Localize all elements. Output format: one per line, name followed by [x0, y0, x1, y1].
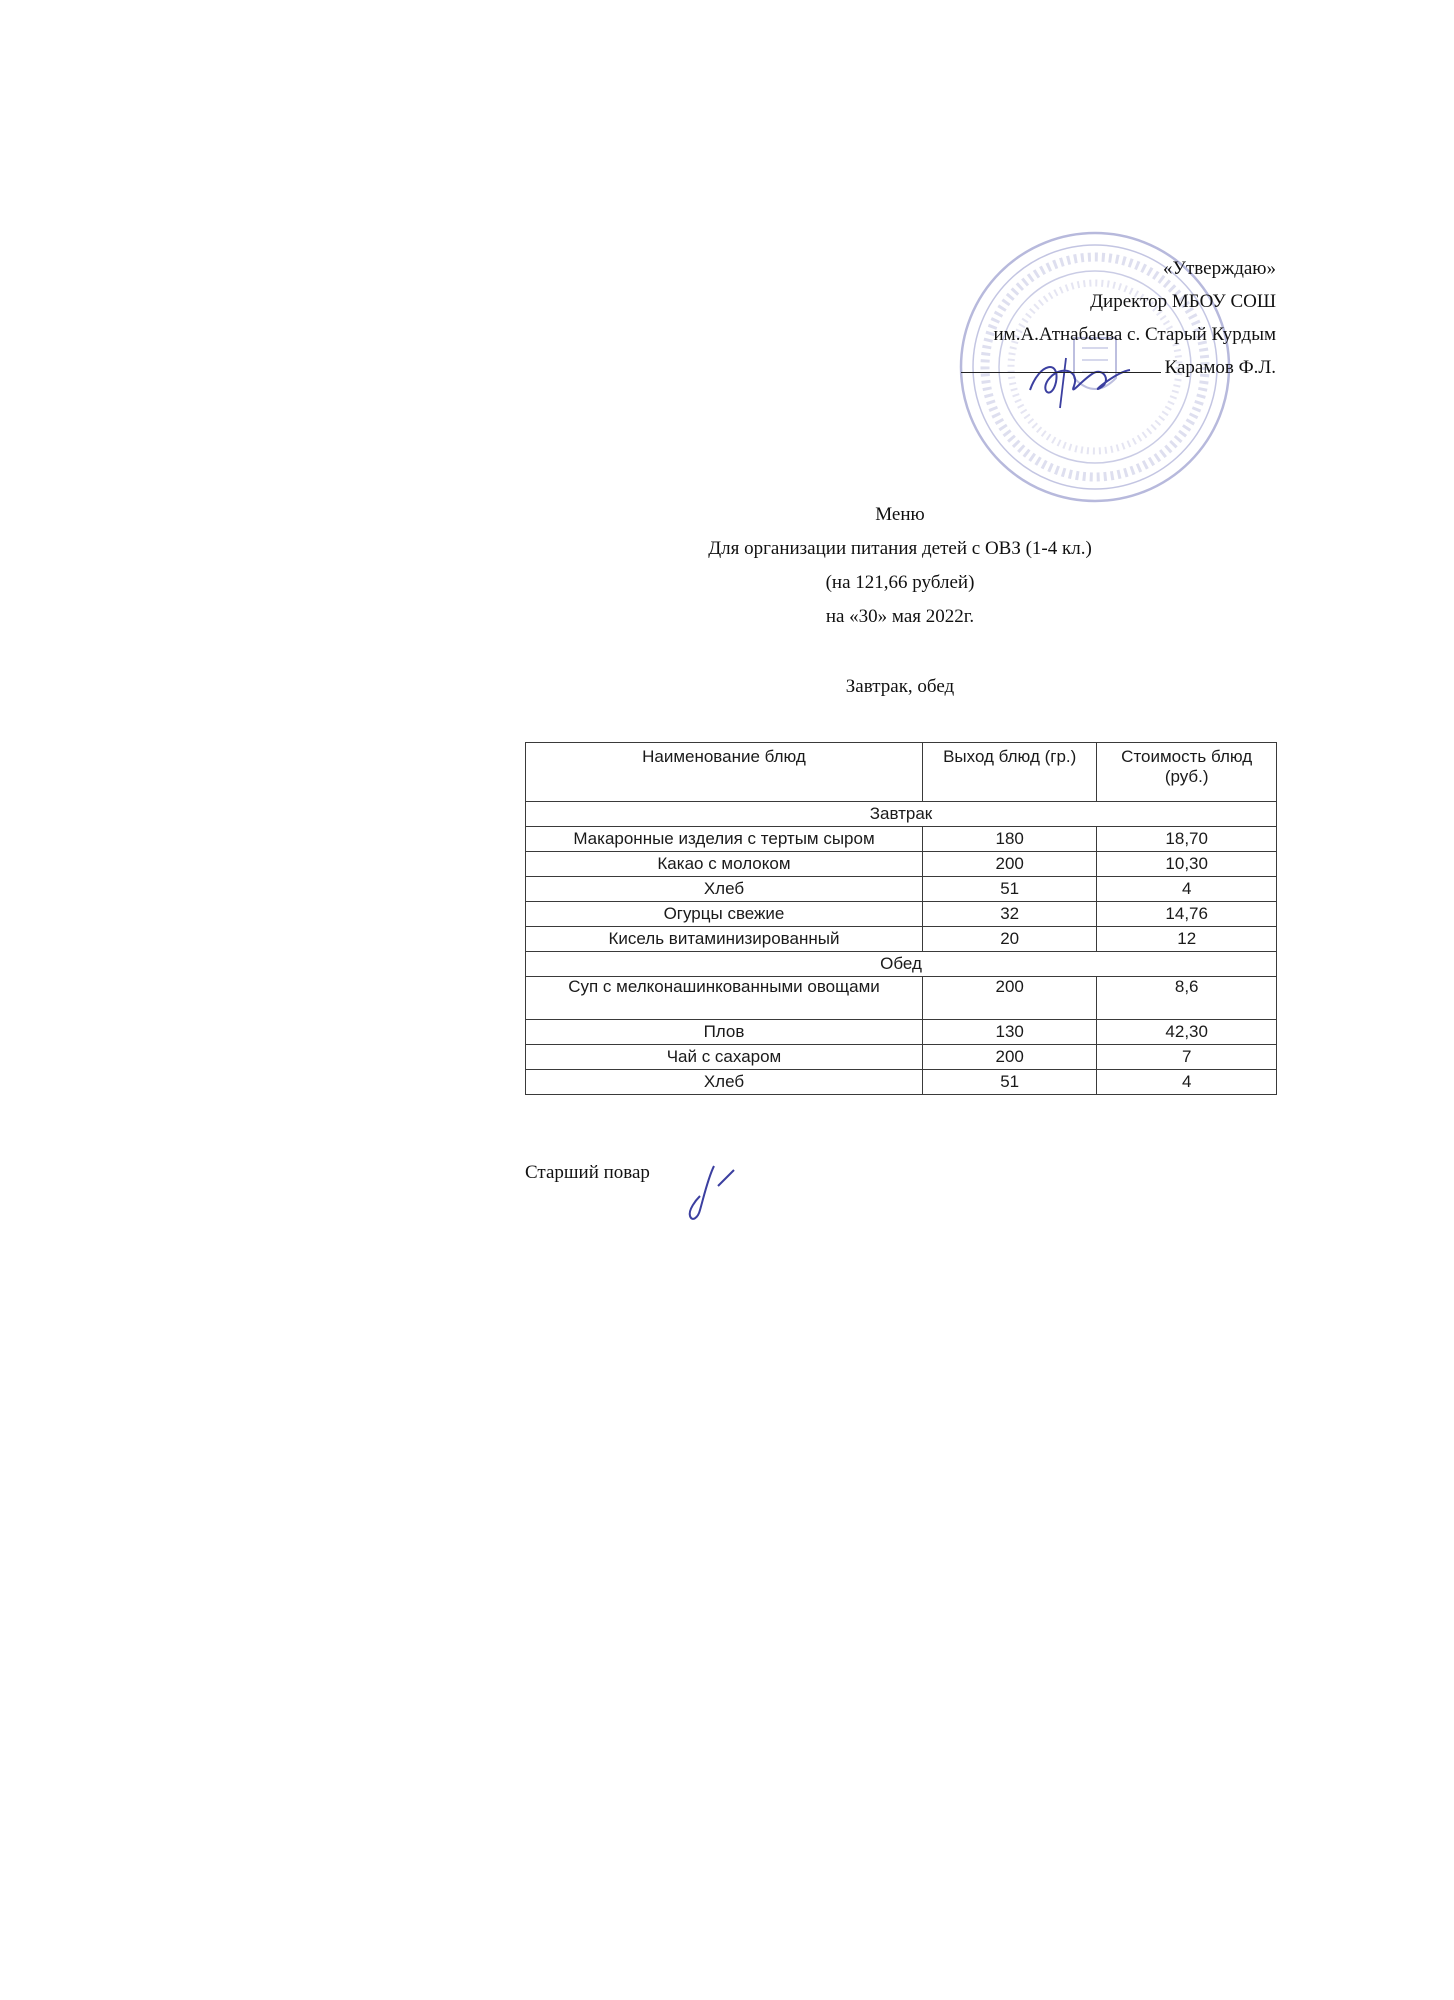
director-name: Карамов Ф.Л. — [1164, 357, 1276, 378]
menu-table — [525, 742, 1277, 1095]
dish-weight: 130 — [922, 1020, 1096, 1045]
dish-weight: 180 — [922, 827, 1096, 852]
section-title: Завтрак — [526, 802, 1277, 827]
menu-purpose: Для организации питания детей с ОВЗ (1-4 кл.) — [708, 538, 1092, 559]
dish-weight: 51 — [922, 1070, 1096, 1095]
dish-name: Кисель витаминизированный — [526, 927, 923, 952]
dish-cost: 18,70 — [1097, 827, 1277, 852]
dish-weight: 200 — [922, 977, 1096, 1020]
dish-name: Суп с мелконашинкованными овощами — [526, 977, 923, 1020]
table-row — [526, 1020, 1277, 1045]
dish-cost: 8,6 — [1097, 977, 1277, 1020]
table-row — [526, 827, 1277, 852]
dish-cost: 4 — [1097, 1070, 1277, 1095]
senior-cook-label: Старший повар — [525, 1162, 650, 1183]
director-name-line — [856, 351, 1276, 384]
dish-weight: 200 — [922, 1045, 1096, 1070]
table-row — [526, 1070, 1277, 1095]
senior-cook-signature — [678, 1160, 748, 1230]
dish-name: Хлеб — [526, 1070, 923, 1095]
dish-cost: 7 — [1097, 1045, 1277, 1070]
approval-label: «Утверждаю» — [1163, 258, 1276, 279]
director-title: Директор МБОУ СОШ — [1090, 291, 1276, 312]
section-title: Обед — [526, 952, 1277, 977]
section-row-breakfast — [526, 802, 1277, 827]
section-row-lunch — [526, 952, 1277, 977]
table-row — [526, 877, 1277, 902]
menu-date: на «30» мая 2022г. — [825, 606, 975, 627]
dish-cost: 14,76 — [1097, 902, 1277, 927]
school-name: им.А.Атнабаева с. Старый Курдым — [993, 324, 1276, 345]
signature-underline — [961, 372, 1161, 373]
dish-name: Плов — [526, 1020, 923, 1045]
meals-heading: Завтрак, обед — [845, 676, 955, 697]
dish-name: Макаронные изделия с тертым сыром — [526, 827, 923, 852]
dish-weight: 200 — [922, 852, 1096, 877]
approval-block — [856, 252, 1276, 384]
header-portion-weight: Выход блюд (гр.) — [922, 743, 1096, 802]
table-row — [526, 852, 1277, 877]
menu-budget: (на 121,66 рублей) — [825, 572, 975, 593]
table-row — [526, 902, 1277, 927]
dish-name: Огурцы свежие — [526, 902, 923, 927]
dish-name: Какао с молоком — [526, 852, 923, 877]
dish-name: Хлеб — [526, 877, 923, 902]
table-row — [526, 927, 1277, 952]
dish-weight: 51 — [922, 877, 1096, 902]
dish-weight: 32 — [922, 902, 1096, 927]
header-dish-name: Наименование блюд — [526, 743, 923, 802]
document-title-block — [520, 498, 1280, 634]
dish-name: Чай с сахаром — [526, 1045, 923, 1070]
dish-cost: 12 — [1097, 927, 1277, 952]
dish-weight: 20 — [922, 927, 1096, 952]
dish-cost: 4 — [1097, 877, 1277, 902]
table-row — [526, 977, 1277, 1020]
header-dish-cost: Стоимость блюд (руб.) — [1097, 743, 1277, 802]
table-row — [526, 1045, 1277, 1070]
menu-title: Меню — [875, 504, 925, 525]
table-header-row — [526, 743, 1277, 802]
dish-cost: 42,30 — [1097, 1020, 1277, 1045]
dish-cost: 10,30 — [1097, 852, 1277, 877]
